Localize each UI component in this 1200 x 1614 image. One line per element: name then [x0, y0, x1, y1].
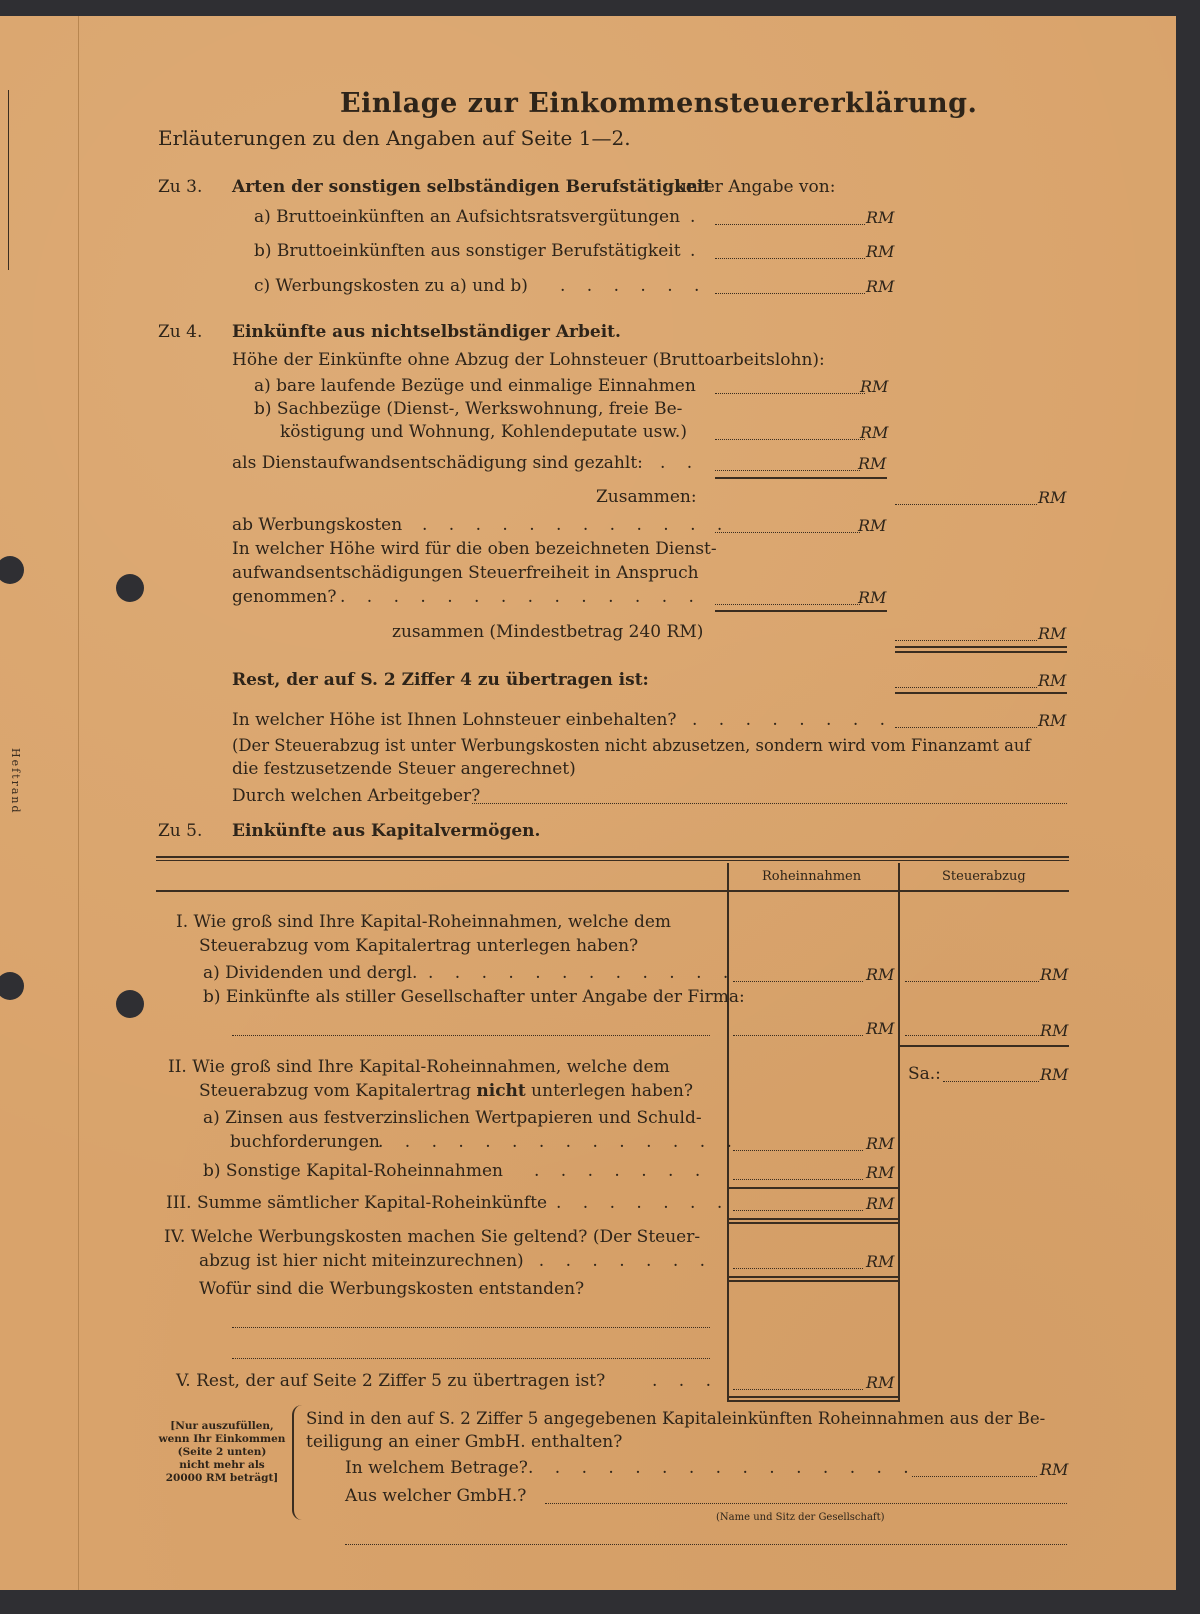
leader-dots: . . . [652, 1371, 720, 1391]
q2-a-roheinnahmen-input[interactable] [733, 1150, 863, 1151]
sum-rule [895, 692, 1067, 694]
section5-label: Zu 5. [158, 821, 203, 841]
arbeitgeber-input[interactable] [472, 803, 1067, 804]
leader-dots: . . . . . . . . . . . . . . [340, 587, 702, 607]
q4-line3: Wofür sind die Werbungskosten entstanden? [199, 1279, 585, 1299]
zusammen-min-input[interactable] [895, 640, 1037, 641]
unit-rm: RM [866, 965, 895, 984]
leader-dots: . . . . . . . . . . . . . . . [528, 1458, 917, 1478]
steuerfrei-line3: genommen? [232, 587, 337, 607]
leader-dots: . . [660, 453, 701, 473]
q3-roheinnahmen-input[interactable] [733, 1210, 863, 1211]
zusammen-min-label: zusammen (Mindestbetrag 240 RM) [392, 622, 704, 642]
side-note-line: nicht mehr als [179, 1459, 265, 1471]
section3-label: Zu 3. [158, 177, 203, 197]
q2-line2-bold: nicht [476, 1081, 526, 1101]
unit-rm: RM [1040, 1460, 1069, 1479]
unit-rm: RM [866, 1134, 895, 1153]
section4-b-input[interactable] [715, 439, 865, 440]
table-top-rule [156, 860, 1069, 861]
unit-rm: RM [1038, 711, 1067, 730]
sa-label: Sa.: [908, 1064, 941, 1084]
unit-rm: RM [860, 377, 889, 396]
q5-roheinnahmen-input[interactable] [733, 1389, 863, 1390]
section3-heading: Arten der sonstigen selbständigen Berufstätigkeit [232, 177, 712, 197]
section3-c-input[interactable] [715, 293, 865, 294]
steuerfrei-input[interactable] [715, 604, 860, 605]
q2-b: b) Sonstige Kapital-Roheinnahmen [203, 1161, 503, 1181]
unit-rm: RM [1040, 1065, 1069, 1084]
section3-item-b: b) Bruttoeinkünften aus sonstiger Berufstätigkeit [254, 241, 681, 261]
spine-label: Heftrand [9, 748, 22, 815]
steuerfrei-line1: In welcher Höhe wird für die oben bezeichneten Dienst- [232, 539, 717, 559]
table-col-divider [727, 863, 729, 891]
table-col-divider [898, 863, 900, 891]
lohnsteuer-note-line1: (Der Steuerabzug ist unter Werbungskosten nicht abzusetzen, sondern wird vom Finanzamt auf [232, 736, 1031, 755]
q1-line1: I. Wie groß sind Ihre Kapital-Roheinnahmen, welche dem [176, 912, 672, 932]
double-rule [895, 651, 1067, 653]
q1-a-steuerabzug-input[interactable] [905, 981, 1039, 982]
section4-item-a: a) bare laufende Bezüge und einmalige Einnahmen [254, 376, 696, 396]
leader-dots: . . . . . . . . . . . . [428, 963, 737, 983]
section3-a-input[interactable] [715, 224, 865, 225]
side-note-line: 20000 RM beträgt] [165, 1472, 279, 1484]
column-header-roheinnahmen: Roheinnahmen [762, 869, 862, 884]
q1-b: b) Einkünfte als stiller Gesellschafter unter Angabe der Firma: [203, 987, 745, 1007]
leader-dots: . . . . . . . . . . . . [422, 515, 731, 535]
dienstaufwand-label: als Dienstaufwandsentschädigung sind gezahlt: [232, 453, 643, 473]
side-note-line: wenn Ihr Einkommen [158, 1433, 286, 1445]
q2-b-roheinnahmen-input[interactable] [733, 1179, 863, 1180]
section4-heading: Einkünfte aus nichtselbständiger Arbeit. [232, 322, 621, 342]
section4-intro: Höhe der Einkünfte ohne Abzug der Lohnsteuer (Bruttoarbeitslohn): [232, 350, 825, 370]
double-rule [729, 1400, 898, 1402]
q5: V. Rest, der auf Seite 2 Ziffer 5 zu übertragen ist? [176, 1371, 606, 1391]
page-title: Einlage zur Einkommensteuererklärung. [340, 88, 978, 119]
unit-rm: RM [858, 588, 887, 607]
leader-dots: . . . . . . . [534, 1161, 709, 1181]
gmbh-betrag-label: In welchem Betrage? [345, 1458, 528, 1478]
q3: III. Summe sämtlicher Kapital-Roheinkünfte [166, 1193, 548, 1213]
q4-reason-input-1[interactable] [232, 1327, 710, 1328]
leader-dots: . . . . . . . . . . . . . . [378, 1132, 740, 1152]
double-rule [729, 1396, 898, 1398]
unit-rm: RM [866, 1163, 895, 1182]
q1-line2: Steuerabzug vom Kapitalertrag unterlegen haben? [199, 936, 639, 956]
zusammen-label: Zusammen: [596, 487, 697, 507]
gmbh-welche-label: Aus welcher GmbH.? [345, 1486, 527, 1506]
double-rule [729, 1222, 898, 1224]
page-subtitle: Erläuterungen zu den Angaben auf Seite 1—2. [158, 126, 631, 150]
dienstaufwand-input[interactable] [715, 470, 860, 471]
unit-rm: RM [1040, 1021, 1069, 1040]
section4-label: Zu 4. [158, 322, 203, 342]
q2-a-line1: a) Zinsen aus festverzinslichen Wertpapieren und Schuld- [203, 1108, 702, 1128]
double-rule [729, 1218, 898, 1220]
arbeitgeber-label: Durch welchen Arbeitgeber? [232, 786, 481, 806]
table-top-rule [156, 856, 1069, 858]
section4-a-input[interactable] [715, 393, 865, 394]
gmbh-betrag-input[interactable] [912, 1476, 1037, 1477]
double-rule [895, 646, 1067, 648]
side-note-line: (Seite 2 unten) [177, 1446, 267, 1458]
lohnsteuer-input[interactable] [895, 727, 1037, 728]
q1-b-firma-input[interactable] [232, 1035, 710, 1036]
gmbh-side-note [158, 1420, 286, 1485]
gmbh-caption: (Name und Sitz der Gesellschaft) [716, 1512, 885, 1523]
brace-icon [292, 1405, 304, 1520]
q2-line2-post: unterlegen haben? [531, 1081, 693, 1101]
table-col-divider [898, 892, 900, 1402]
unit-rm: RM [866, 277, 895, 296]
gmbh-name-input[interactable] [545, 1503, 1067, 1504]
sa-steuerabzug-input[interactable] [943, 1081, 1039, 1082]
section3-item-a: a) Bruttoeinkünften an Aufsichtsratsvergütungen [254, 207, 681, 227]
leader-dots: . [690, 241, 696, 261]
q4-reason-input-2[interactable] [232, 1358, 710, 1359]
lohnsteuer-note-line2: die festzusetzende Steuer angerechnet) [232, 759, 576, 779]
zusammen-input[interactable] [895, 504, 1037, 505]
side-note-line: [Nur auszufüllen, [170, 1420, 274, 1432]
section3-b-input[interactable] [715, 258, 865, 259]
section3-heading-rest: unter Angabe von: [676, 177, 836, 197]
q4-line1: IV. Welche Werbungskosten machen Sie geltend? (Der Steuer- [164, 1227, 701, 1247]
q1-a-roheinnahmen-input[interactable] [733, 981, 863, 982]
lohnsteuer-label: In welcher Höhe ist Ihnen Lohnsteuer einbehalten? [232, 710, 677, 730]
werbungskosten-input[interactable] [715, 532, 860, 533]
section3-item-c: c) Werbungskosten zu a) und b) [254, 276, 528, 296]
leader-dots: . [690, 207, 696, 227]
gmbh-line2: teiligung an einer GmbH. enthalten? [306, 1432, 623, 1452]
sum-rule [715, 477, 887, 479]
unit-rm: RM [858, 516, 887, 535]
leader-dots: . . . . . . . [556, 1193, 731, 1213]
rest-label: Rest, der auf S. 2 Ziffer 4 zu übertragen ist: [232, 670, 649, 690]
unit-rm: RM [866, 1252, 895, 1271]
gmbh-sitz-input[interactable] [345, 1544, 1067, 1545]
rest-input[interactable] [895, 687, 1037, 688]
sum-rule [900, 1045, 1069, 1047]
steuerfrei-line2: aufwandsentschädigungen Steuerfreiheit in Anspruch [232, 563, 699, 583]
unit-rm: RM [1038, 488, 1067, 507]
gmbh-line1: Sind in den auf S. 2 Ziffer 5 angegebenen Kapitaleinkünften Roheinnahmen aus der Be- [306, 1409, 1046, 1428]
unit-rm: RM [866, 208, 895, 227]
q2-a-line2: buchforderungen [230, 1132, 380, 1152]
section4-item-b-line2: köstigung und Wohnung, Kohlendeputate usw.) [280, 422, 687, 442]
q4-line2: abzug ist hier nicht miteinzurechnen) [199, 1251, 524, 1271]
unit-rm: RM [866, 1194, 895, 1213]
edge-mark [8, 90, 9, 270]
table-header-rule [156, 890, 1069, 892]
unit-rm: RM [860, 423, 889, 442]
sum-rule [715, 610, 887, 612]
q1-b-steuerabzug-input[interactable] [905, 1035, 1039, 1036]
section4-item-b-line1: b) Sachbezüge (Dienst-, Werkswohnung, freie Be- [254, 399, 683, 419]
punch-hole-icon [116, 574, 144, 602]
q2-line2 [199, 1081, 693, 1101]
q4-roheinnahmen-input[interactable] [733, 1268, 863, 1269]
section5-heading: Einkünfte aus Kapitalvermögen. [232, 821, 541, 841]
sum-rule [729, 1187, 898, 1189]
q1-a: a) Dividenden und dergl. [203, 963, 418, 983]
q2-line1: II. Wie groß sind Ihre Kapital-Roheinnahmen, welche dem [168, 1057, 670, 1077]
werbungskosten-label: ab Werbungskosten [232, 515, 403, 535]
leader-dots: . . . . . . . . [692, 710, 894, 730]
unit-rm: RM [1038, 624, 1067, 643]
column-header-steuerabzug: Steuerabzug [942, 869, 1026, 884]
paper-fold-line [78, 16, 79, 1590]
leader-dots: . . . . . . . . [512, 1251, 714, 1271]
double-rule [729, 1280, 898, 1282]
q2-line2-pre: Steuerabzug vom Kapitalertrag [199, 1081, 471, 1101]
punch-hole-icon [116, 990, 144, 1018]
unit-rm: RM [866, 242, 895, 261]
unit-rm: RM [1038, 671, 1067, 690]
double-rule [729, 1276, 898, 1278]
unit-rm: RM [1040, 965, 1069, 984]
unit-rm: RM [866, 1019, 895, 1038]
unit-rm: RM [866, 1373, 895, 1392]
leader-dots: . . . . . . [560, 276, 708, 296]
q1-b-roheinnahmen-input[interactable] [733, 1035, 863, 1036]
unit-rm: RM [858, 454, 887, 473]
